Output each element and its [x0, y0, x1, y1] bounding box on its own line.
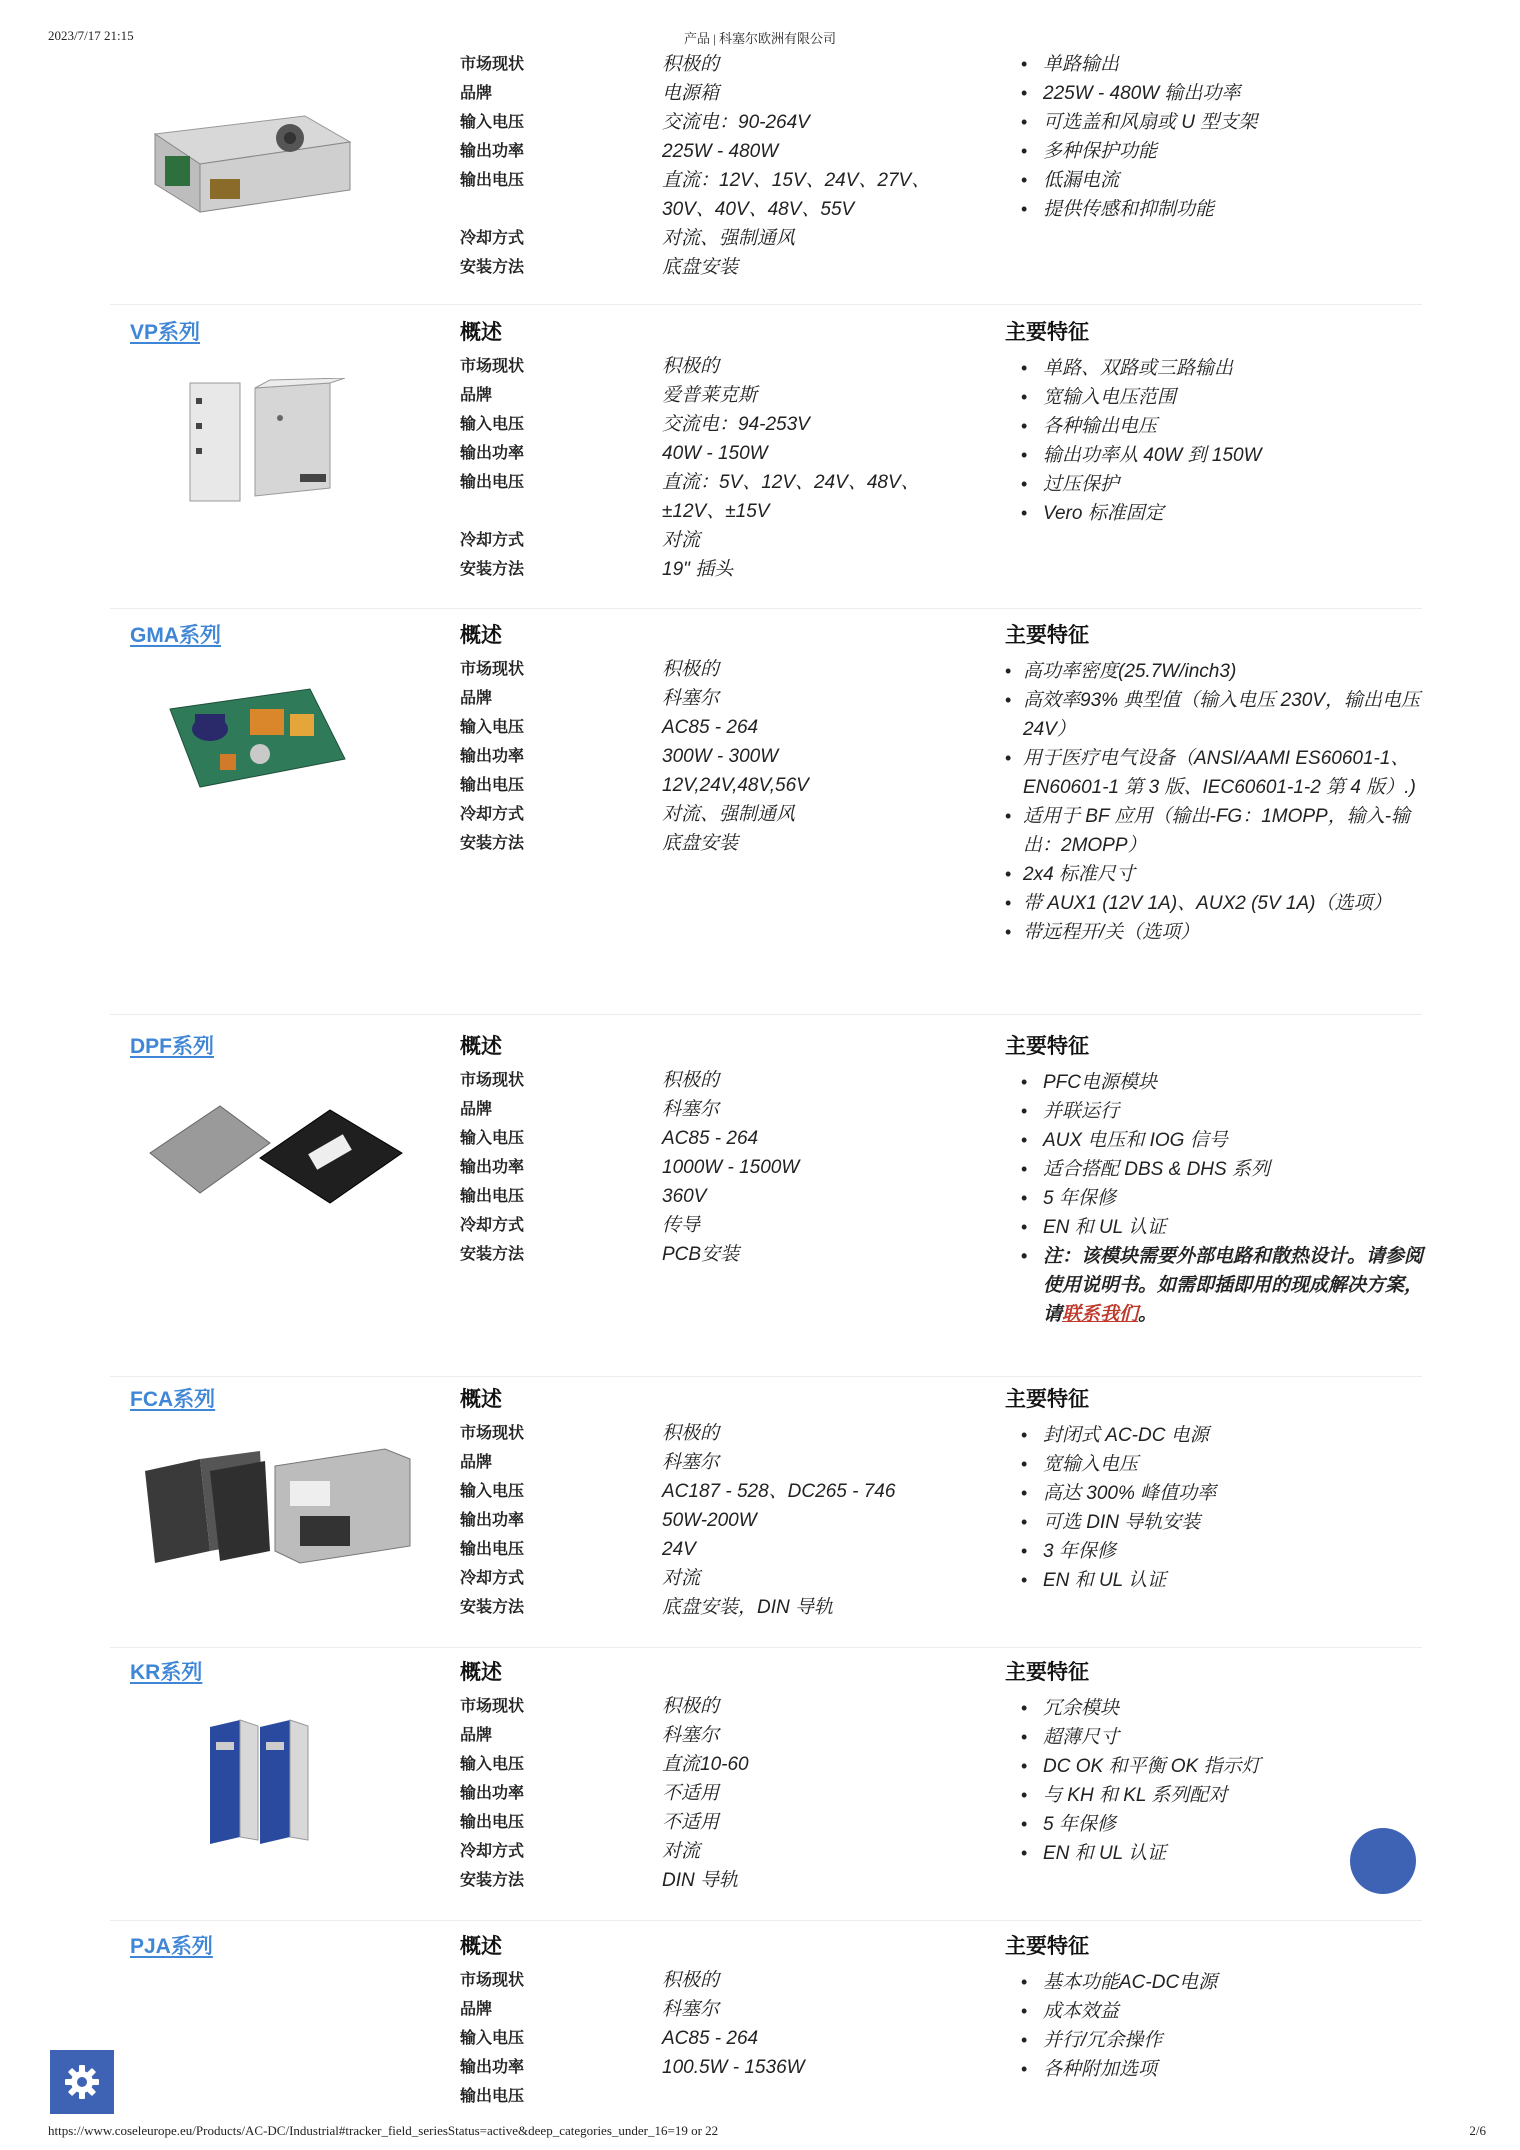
spec-value-output: 直流：12V、15V、24V、27V、30V、40V、48V、55V — [662, 170, 931, 220]
spec-label-mount: 安装方法 — [460, 1872, 525, 1889]
feature-item: • 输出功率从 40W 到 150W — [1005, 441, 1425, 470]
spec-value-brand: 科塞尔 — [662, 688, 720, 709]
spec-value-cooling: 对流 — [662, 1841, 701, 1862]
page-url: https://www.coseleurope.eu/Products/AC-DC/Industrial#tracker_field_seriesStatus=active&deep_categories_under_16=19 or 22 — [48, 2123, 719, 2138]
feature-item: • EN 和 UL 认证 — [1005, 1213, 1425, 1242]
series-row — [110, 1383, 1422, 1648]
spec-value-brand: 电源箱 — [662, 83, 720, 104]
spec-value-cooling: 传导 — [662, 1215, 701, 1236]
series-row — [110, 1930, 1422, 2108]
overview-heading: 概述 — [460, 1661, 502, 1684]
feature-item: • 并行/冗余操作 — [1005, 2026, 1425, 2055]
spec-value-cooling: 对流、强制通风 — [662, 228, 796, 249]
spec-label-market: 市场现状 — [460, 1072, 525, 1089]
overview-heading: 概述 — [460, 1935, 502, 1958]
series-link-vp[interactable]: VP系列 — [130, 321, 201, 344]
spec-label-market: 市场现状 — [460, 1972, 525, 1989]
series-row — [110, 316, 1422, 609]
spec-label-mount: 安装方法 — [460, 1599, 525, 1616]
spec-value-mount: 19" 插头 — [662, 559, 734, 580]
spec-value-input: 直流10-60 — [662, 1754, 749, 1775]
spec-value-brand: 科塞尔 — [662, 1725, 720, 1746]
features-heading: 主要特征 — [1005, 1388, 1089, 1411]
spec-label-input: 输入电压 — [460, 416, 525, 433]
spec-label-brand: 品牌 — [460, 1454, 493, 1471]
spec-label-cooling: 冷却方式 — [460, 1570, 525, 1587]
feature-item: • 各种输出电压 — [1005, 412, 1425, 441]
spec-label-power: 输出功率 — [460, 2059, 525, 2076]
spec-value-power: 300W - 300W — [662, 746, 779, 767]
feature-item: • 超薄尺寸 — [1005, 1723, 1425, 1752]
spec-label-input: 输入电压 — [460, 1130, 525, 1147]
feature-item: • 与 KH 和 KL 系列配对 — [1005, 1781, 1425, 1810]
spec-label-brand: 品牌 — [460, 690, 493, 707]
feature-item: • 2x4 标准尺寸 — [1005, 860, 1425, 889]
features-heading: 主要特征 — [1005, 1661, 1089, 1684]
feature-item: • AUX 电压和 IOG 信号 — [1005, 1126, 1425, 1155]
spec-label-input: 输入电压 — [460, 1483, 525, 1500]
note-end: 。 — [1138, 1304, 1158, 1325]
spec-label-cooling: 冷却方式 — [460, 806, 525, 823]
feature-item: • PFC电源模块 — [1005, 1068, 1425, 1097]
spec-table — [460, 1419, 896, 1622]
product-image — [140, 94, 410, 224]
spec-label-input: 输入电压 — [460, 2030, 525, 2047]
spec-value-market: 积极的 — [662, 659, 720, 680]
spec-value-power: 1000W - 1500W — [662, 1157, 800, 1178]
spec-label-mount: 安装方法 — [460, 1246, 525, 1263]
spec-label-cooling: 冷却方式 — [460, 230, 525, 247]
spec-value-brand: 爱普莱克斯 — [662, 385, 758, 406]
feature-item: • EN 和 UL 认证 — [1005, 1839, 1425, 1868]
series-row — [110, 619, 1422, 1015]
spec-value-output: 不适用 — [662, 1812, 720, 1833]
spec-value-input: AC187 - 528、DC265 - 746 — [662, 1481, 896, 1502]
spec-label-power: 输出功率 — [460, 1785, 525, 1802]
spec-value-power: 50W-200W — [662, 1510, 757, 1531]
spec-label-market: 市场现状 — [460, 56, 525, 73]
feature-item: • 过压保护 — [1005, 470, 1425, 499]
feature-item: • 提供传感和抑制功能 — [1005, 195, 1425, 224]
spec-value-input: AC85 - 264 — [662, 717, 759, 738]
spec-label-mount: 安装方法 — [460, 835, 525, 852]
feature-list — [1005, 1968, 1425, 2084]
spec-value-input: AC85 - 264 — [662, 2028, 759, 2049]
feature-item: • 高达 300% 峰值功率 — [1005, 1479, 1425, 1508]
product-image — [140, 1712, 410, 1852]
spec-value-cooling: 对流、强制通风 — [662, 804, 796, 825]
feature-item: • 成本效益 — [1005, 1997, 1425, 2026]
spec-label-input: 输入电压 — [460, 719, 525, 736]
spec-label-power: 输出功率 — [460, 748, 525, 765]
feature-item: • EN 和 UL 认证 — [1005, 1566, 1425, 1595]
spec-label-brand: 品牌 — [460, 1101, 493, 1118]
spec-value-input: AC85 - 264 — [662, 1128, 759, 1149]
features-heading: 主要特征 — [1005, 321, 1089, 344]
spec-label-mount: 安装方法 — [460, 259, 525, 276]
spec-label-cooling: 冷却方式 — [460, 532, 525, 549]
feature-list — [1005, 1068, 1425, 1329]
spec-value-output: 360V — [662, 1186, 707, 1207]
spec-value-market: 积极的 — [662, 1423, 720, 1444]
series-link-dpf[interactable]: DPF系列 — [130, 1035, 214, 1058]
print-footer — [0, 2123, 1520, 2141]
features-heading: 主要特征 — [1005, 624, 1089, 647]
feature-item: • 用于医疗电气设备（ANSI/AAMI ES60601-1、EN60601-1 第 3 版、IEC60601-1-2 第 4 版）.) — [1005, 744, 1425, 802]
spec-label-cooling: 冷却方式 — [460, 1217, 525, 1234]
feature-item: • 高效率93% 典型值（输入电压 230V，输出电压 24V） — [1005, 686, 1425, 744]
spec-label-brand: 品牌 — [460, 1727, 493, 1744]
series-row — [110, 1030, 1422, 1377]
spec-value-output: 12V,24V,48V,56V — [662, 775, 809, 796]
features-heading: 主要特征 — [1005, 1935, 1089, 1958]
overview-heading: 概述 — [460, 1035, 502, 1058]
spec-label-output: 输出电压 — [460, 2088, 525, 2105]
print-page-title: 产品 | 科塞尔欧洲有限公司 — [683, 31, 837, 46]
floating-action-button[interactable] — [1350, 1828, 1416, 1894]
contact-us-link[interactable]: 联系我们 — [1062, 1304, 1139, 1325]
spec-label-output: 输出电压 — [460, 777, 525, 794]
spec-table — [460, 1066, 840, 1269]
spec-value-mount: 底盘安装，DIN 导轨 — [662, 1597, 834, 1618]
feature-item: • 各种附加选项 — [1005, 2055, 1425, 2084]
settings-button[interactable] — [50, 2050, 114, 2114]
feature-item: • 低漏电流 — [1005, 166, 1425, 195]
spec-label-brand: 品牌 — [460, 2001, 493, 2018]
feature-item: • 225W - 480W 输出功率 — [1005, 79, 1425, 108]
spec-label-power: 输出功率 — [460, 445, 525, 462]
spec-value-mount: 底盘安装 — [662, 257, 739, 278]
spec-value-market: 积极的 — [662, 1070, 720, 1091]
spec-value-power: 225W - 480W — [662, 141, 779, 162]
spec-label-market: 市场现状 — [460, 1425, 525, 1442]
spec-label-market: 市场现状 — [460, 358, 525, 375]
series-link-pja[interactable]: PJA系列 — [130, 1935, 213, 1958]
spec-label-mount: 安装方法 — [460, 561, 525, 578]
feature-item: • 可选 DIN 导轨安装 — [1005, 1508, 1425, 1537]
spec-value-power: 40W - 150W — [662, 443, 768, 464]
spec-table — [460, 352, 920, 584]
spec-label-power: 输出功率 — [460, 143, 525, 160]
feature-item: • 并联运行 — [1005, 1097, 1425, 1126]
spec-value-brand: 科塞尔 — [662, 1999, 720, 2020]
feature-item: • 5 年保修 — [1005, 1810, 1425, 1839]
spec-value-mount: DIN 导轨 — [662, 1870, 739, 1891]
spec-table — [460, 50, 931, 282]
spec-label-power: 输出功率 — [460, 1512, 525, 1529]
overview-heading: 概述 — [460, 624, 502, 647]
feature-item: • Vero 标准固定 — [1005, 499, 1425, 528]
spec-label-output: 输出电压 — [460, 1541, 525, 1558]
spec-value-brand: 科塞尔 — [662, 1099, 720, 1120]
spec-value-cooling: 对流 — [662, 1568, 701, 1589]
feature-item: • 高功率密度(25.7W/inch3) — [1005, 657, 1425, 686]
print-header — [0, 28, 1520, 46]
spec-value-market: 积极的 — [662, 54, 720, 75]
spec-value-market: 积极的 — [662, 1696, 720, 1717]
spec-label-output: 输出电压 — [460, 1188, 525, 1205]
overview-heading: 概述 — [460, 321, 502, 344]
gear-icon — [62, 2062, 102, 2102]
feature-item: • 带远程开/关（选项） — [1005, 918, 1425, 947]
spec-label-output: 输出电压 — [460, 172, 525, 189]
spec-label-market: 市场现状 — [460, 661, 525, 678]
print-date: 2023/7/17 21:15 — [48, 28, 134, 43]
feature-item: • 基本功能AC-DC电源 — [1005, 1968, 1425, 1997]
spec-label-cooling: 冷却方式 — [460, 1843, 525, 1860]
feature-item: • 适合搭配 DBS & DHS 系列 — [1005, 1155, 1425, 1184]
feature-item: • 带 AUX1 (12V 1A)、AUX2 (5V 1A)（选项） — [1005, 889, 1425, 918]
series-link-fca[interactable]: FCA系列 — [130, 1388, 216, 1411]
spec-value-cooling: 对流 — [662, 530, 701, 551]
spec-table — [460, 655, 840, 858]
feature-item: • 5 年保修 — [1005, 1184, 1425, 1213]
feature-item: • DC OK 和平衡 OK 指示灯 — [1005, 1752, 1425, 1781]
note-text: 注：该模块需要外部电路和散热设计。请参阅使用说明书。如需即插即用的现成解决方案，请 — [1043, 1246, 1424, 1325]
feature-item: • 单路输出 — [1005, 50, 1425, 79]
feature-item: • 3 年保修 — [1005, 1537, 1425, 1566]
spec-value-mount: PCB安装 — [662, 1244, 740, 1265]
spec-value-power: 100.5W - 1536W — [662, 2057, 805, 2078]
feature-item: • 宽输入电压 — [1005, 1450, 1425, 1479]
spec-label-brand: 品牌 — [460, 387, 493, 404]
feature-item: • 宽输入电压范围 — [1005, 383, 1425, 412]
spec-value-power: 不适用 — [662, 1783, 720, 1804]
feature-item: • 适用于 BF 应用（输出-FG：1MOPP，输入-输出：2MOPP） — [1005, 802, 1425, 860]
feature-note — [1005, 1242, 1425, 1329]
feature-item: • 单路、双路或三路输出 — [1005, 354, 1425, 383]
spec-label-power: 输出功率 — [460, 1159, 525, 1176]
feature-list — [1005, 657, 1425, 947]
product-image — [140, 378, 410, 508]
series-row — [110, 1656, 1422, 1921]
product-image — [140, 1098, 410, 1208]
spec-label-market: 市场现状 — [460, 1698, 525, 1715]
spec-value-market: 积极的 — [662, 356, 720, 377]
feature-item: • 冗余模块 — [1005, 1694, 1425, 1723]
spec-value-output: 24V — [662, 1539, 696, 1560]
spec-value-input: 交流电：94-253V — [662, 414, 810, 435]
series-link-kr[interactable]: KR系列 — [130, 1661, 203, 1684]
series-link-gma[interactable]: GMA系列 — [130, 624, 221, 647]
spec-label-brand: 品牌 — [460, 85, 493, 102]
features-heading: 主要特征 — [1005, 1035, 1089, 1058]
spec-label-output: 输出电压 — [460, 1814, 525, 1831]
spec-value-mount: 底盘安装 — [662, 833, 739, 854]
spec-label-input: 输入电压 — [460, 1756, 525, 1773]
spec-label-input: 输入电压 — [460, 114, 525, 131]
feature-list — [1005, 50, 1425, 224]
spec-table — [460, 1692, 840, 1895]
feature-item: • 封闭式 AC-DC 电源 — [1005, 1421, 1425, 1450]
series-row — [110, 46, 1422, 305]
spec-value-output: 直流：5V、12V、24V、48V、±12V、±15V — [662, 472, 920, 522]
spec-label-output: 输出电压 — [460, 474, 525, 491]
spec-value-input: 交流电：90-264V — [662, 112, 810, 133]
feature-item: • 可选盖和风扇或 U 型支架 — [1005, 108, 1425, 137]
spec-value-brand: 科塞尔 — [662, 1452, 720, 1473]
product-image — [140, 1441, 410, 1571]
spec-table — [460, 1966, 840, 2105]
spec-value-market: 积极的 — [662, 1970, 720, 1991]
overview-heading: 概述 — [460, 1388, 502, 1411]
product-image — [140, 669, 410, 819]
feature-list — [1005, 1421, 1425, 1595]
page-number: 2/6 — [1469, 2123, 1486, 2138]
feature-item: • 多种保护功能 — [1005, 137, 1425, 166]
feature-list — [1005, 354, 1425, 528]
